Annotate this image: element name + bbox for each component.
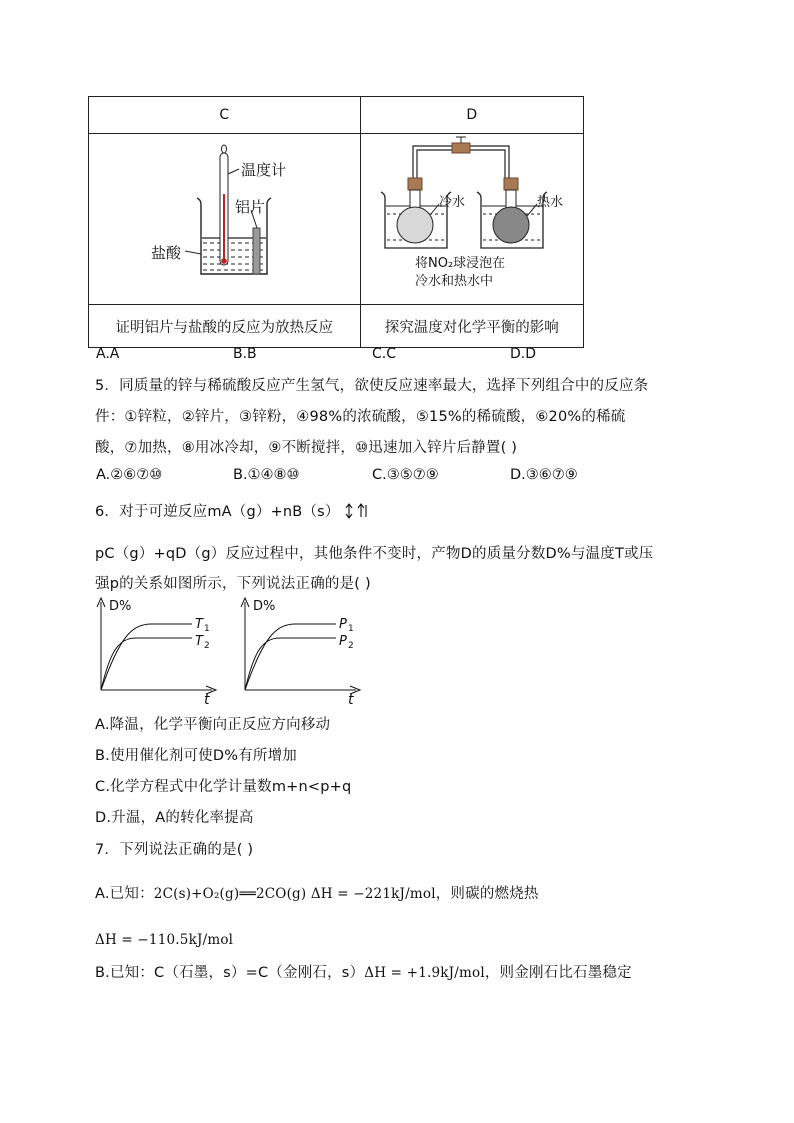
q5-option-c: C.③⑤⑦⑨ <box>372 467 439 483</box>
q4-option-b: B.B <box>233 346 257 362</box>
graph1-curve1-label: T <box>195 617 203 632</box>
figure-note-line2: 冷水和热水中 <box>414 274 493 289</box>
equilibrium-arrow-icon <box>344 502 370 520</box>
q5-option-a: A.②⑥⑦⑩ <box>96 467 163 483</box>
graph1-ylabel: D% <box>109 599 132 614</box>
q6-line3: 强p的关系如图所示，下列说法正确的是( ) <box>95 576 371 592</box>
header-d: D <box>360 97 583 134</box>
q7-a-equation: 2C(s)+O₂(g)══2CO(g) ΔH = −221kJ/mol <box>153 886 436 902</box>
graph2-curve1-label: P <box>339 617 347 632</box>
graph1-curve2-label: T <box>195 634 203 649</box>
q5-option-d: D.③⑥⑦⑨ <box>510 467 578 483</box>
figure-d <box>360 134 583 305</box>
metal-label: 铝片 <box>235 198 266 216</box>
q7-a-prefix: A.已知： <box>95 886 154 902</box>
caption-d: 探究温度对化学平衡的影响 <box>360 305 583 348</box>
q7-b-equation: ΔH = +1.9kJ/mol <box>364 965 485 981</box>
q6-option-b: B.使用催化剂可使D%有所增加 <box>95 748 297 764</box>
q7-b-prefix: B.已知：C（石墨，s）=C（金刚石，s） <box>95 965 365 981</box>
cold-water-label: 冷水 <box>438 195 465 210</box>
graph-pressure <box>236 594 366 706</box>
acid-label: 盐酸 <box>151 244 182 262</box>
graph2-curve1-sub: 1 <box>348 624 354 634</box>
graph2-xlabel: t <box>348 692 354 706</box>
graph1-curve2-sub: 2 <box>204 641 210 651</box>
graph-temperature <box>92 594 222 706</box>
q5-line1: 5．同质量的锌与稀硫酸反应产生氢气，欲使反应速率最大，选择下列组合中的反应条 <box>95 378 649 394</box>
q7-option-b <box>95 961 632 982</box>
graph2-ylabel: D% <box>253 599 276 614</box>
q7-option-a <box>95 882 539 903</box>
q6-option-a: A.降温，化学平衡向正反应方向移动 <box>95 717 331 733</box>
q7-a-line2: ΔH = −110.5kJ/mol <box>95 932 234 948</box>
q6-line2: pC（g）+qD（g）反应过程中，其他条件不变时，产物D的质量分数D%与温度T或压 <box>95 546 654 562</box>
no2-flasks-figure <box>361 134 583 300</box>
experiment-table <box>88 96 584 348</box>
thermometer-label: 温度计 <box>241 161 287 179</box>
figure-note-line1: 将NO₂球浸泡在 <box>414 256 505 271</box>
beaker-thermometer-figure <box>89 134 359 300</box>
q7-b-suffix: ，则金刚石比石墨稳定 <box>484 965 632 981</box>
q6-line1-text: 6．对于可逆反应mA（g）+nB（s） <box>95 504 340 520</box>
q7-stem: 7．下列说法正确的是( ) <box>95 842 254 858</box>
q4-option-d: D.D <box>510 346 537 362</box>
q4-option-c: C.C <box>372 346 397 362</box>
q6-option-d: D.升温，A的转化率提高 <box>95 810 254 826</box>
header-c: C <box>89 97 361 134</box>
graph1-curve1-sub: 1 <box>204 624 210 634</box>
q5-option-b: B.①④⑧⑩ <box>233 467 300 483</box>
q4-option-a: A.A <box>96 346 120 362</box>
hot-water-label: 热水 <box>536 195 563 210</box>
figure-c <box>89 134 361 305</box>
graph2-curve2-label: P <box>339 634 347 649</box>
q5-line2: 件：①锌粒，②锌片，③锌粉，④98%的浓硫酸，⑤15%的稀硫酸，⑥20%的稀硫 <box>95 409 626 425</box>
q6-option-c: C.化学方程式中化学计量数m+n<p+q <box>95 779 352 795</box>
graph2-curve2-sub: 2 <box>348 641 354 651</box>
q6-line1 <box>95 500 370 521</box>
caption-c: 证明铝片与盐酸的反应为放热反应 <box>89 305 361 348</box>
q5-line3: 酸，⑦加热，⑧用冰冷却，⑨不断搅拌，⑩迅速加入锌片后静置( ) <box>95 440 518 456</box>
q7-a-suffix: ，则碳的燃烧热 <box>435 886 539 902</box>
graph1-xlabel: t <box>204 692 210 706</box>
